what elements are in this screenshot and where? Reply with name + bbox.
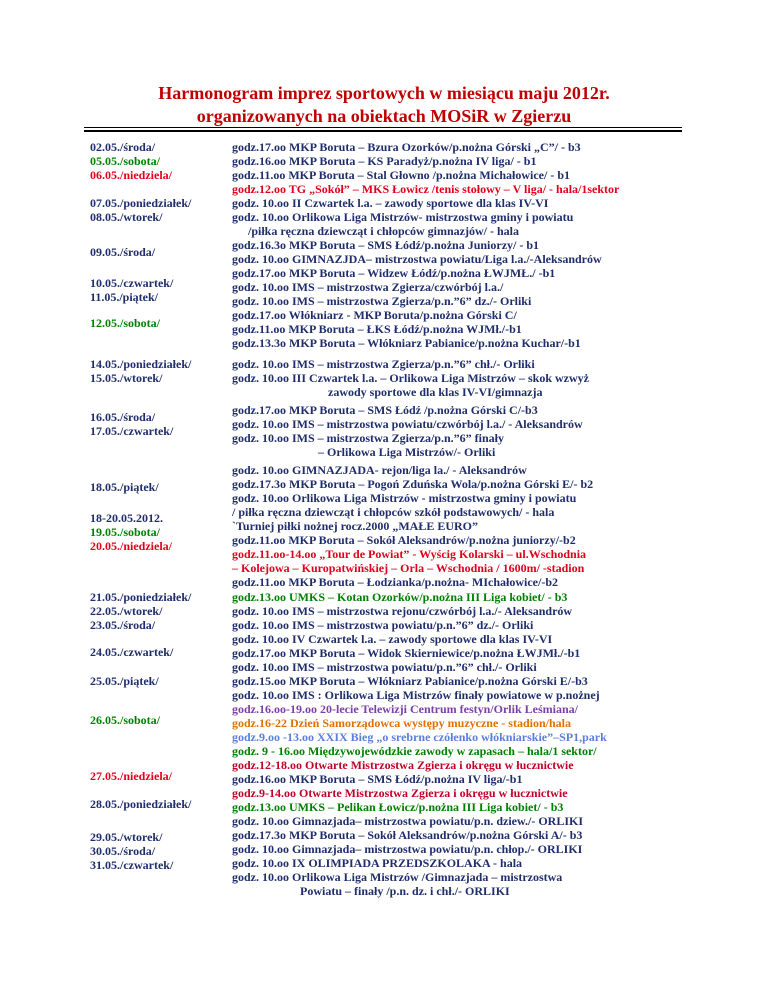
event-line: godz. 10.oo GIMNAZJDA– mistrzostwa powiatu/Liga l.a./-Aleksandrów [232, 252, 602, 266]
event-line: godz. 10.oo IMS : Orlikowa Liga Mistrzów finały powiatowe w p.nożnej [232, 688, 600, 702]
event-line: godz.16.oo-19.oo 20-lecie Telewizji Centrum festyn/Orlik Leśmiana/ [232, 702, 578, 716]
date-label: 24.05./czwartek/ [90, 645, 174, 659]
event-line: godz.17.3o MKP Boruta – Pogoń Zduńska Wola/p.nożna Górski E/- b2 [232, 477, 594, 491]
event-line: godz. 10.oo Gimnazjada– mistrzostwa powiatu/p.n. chłop./- ORLIKI [232, 842, 583, 856]
event-line: godz. 10.oo IMS – mistrzostwa Zgierza/p.n.”6” chł./- Orliki [232, 357, 535, 371]
date-label: 18.05./piątek/ [90, 480, 159, 494]
date-label: 21.05./poniedziałek/ [90, 590, 192, 604]
date-label: 29.05./wtorek/ [90, 830, 163, 844]
event-line: godz.13.oo UMKS – Pelikan Łowicz/p.nożna III Liga kobiet/ - b3 [232, 800, 564, 814]
date-label: 08.05./wtorek/ [90, 210, 163, 224]
event-line: `Turniej piłki nożnej rocz.2000 „MAŁE EURO” [232, 519, 479, 533]
event-line: godz. 10.oo IV Czwartek l.a. – zawody sportowe dla klas IV-VI [232, 632, 553, 646]
event-line: godz.11.oo-14.oo „Tour de Powiat” - Wyścig Kolarski – ul.Wschodnia [232, 547, 587, 561]
event-line: zawody sportowe dla klas IV-VI/gimnazja [328, 385, 543, 399]
date-label: 16.05./środa/ [90, 410, 156, 424]
date-label: 11.05./piątek/ [90, 290, 159, 304]
event-line: godz. 10.oo GIMNAZJADA- rejon/liga la./ - Aleksandrów [232, 463, 527, 477]
date-label: 19.05./sobota/ [90, 525, 161, 539]
event-line: godz. 10.oo Orlikowa Liga Mistrzów /Gimnazjada – mistrzostwa [232, 870, 563, 884]
event-line: godz.16.oo MKP Boruta – SMS Łódź/p.nożna IV liga/-b1 [232, 772, 523, 786]
date-label: 28.05./poniedziałek/ [90, 797, 192, 811]
event-line: godz.16-22 Dzień Samorządowca występy muzyczne - stadion/hala [232, 716, 571, 730]
date-label: 12.05./sobota/ [90, 316, 161, 330]
event-line: godz.12-18.oo Otwarte Mistrzostwa Zgierza i okręgu w łucznictwie [232, 758, 574, 772]
title-rule [84, 127, 682, 128]
date-label: 02.05./środa/ [90, 140, 156, 154]
date-label: 07.05./poniedziałek/ [90, 196, 192, 210]
event-line: godz. 10.oo IX OLIMPIADA PRZEDSZKOLAKA - hala [232, 856, 523, 870]
event-line: Powiatu – finały /p.n. dz. i chł./- ORLIKI [300, 884, 510, 898]
event-line: godz.17.oo MKP Boruta – SMS Łódź /p.nożna Górski C/-b3 [232, 403, 538, 417]
event-line: godz. 10.oo IMS – mistrzostwa Zgierza/p.n.”6” finały [232, 431, 504, 445]
event-line: godz. 9 - 16.oo Międzywojewódzkie zawody w zapasach – hala/1 sektor/ [232, 744, 597, 758]
event-line: godz.13.oo UMKS – Kotan Ozorków/p.nożna III Liga kobiet/ - b3 [232, 590, 568, 604]
date-label: 17.05./czwartek/ [90, 424, 174, 438]
document-title-line1: Harmonogram imprez sportowych w miesiącu maju 2012r. [158, 83, 610, 103]
date-label: 23.05./środa/ [90, 618, 156, 632]
date-label: 20.05./niedziela/ [90, 539, 172, 553]
date-label: 09.05./środa/ [90, 245, 156, 259]
event-line: godz.16.oo MKP Boruta – KS Paradyż/p.nożna IV liga/ - b1 [232, 154, 537, 168]
date-label: 30.05./środa/ [90, 844, 156, 858]
event-line: godz. 10.oo Orlikowa Liga Mistrzów - mistrzostwa gminy i powiatu [232, 491, 577, 505]
date-label: 05.05./sobota/ [90, 154, 161, 168]
event-line: godz.17.oo Włókniarz - MKP Boruta/p.nożna Górski C/ [232, 308, 517, 322]
event-line: godz.11.oo MKP Boruta – Sokół Aleksandrów/p.nożna juniorzy/-b2 [232, 533, 576, 547]
event-line: godz.9.oo -13.oo XXIX Bieg „o srebrne czółenko włókniarskie”–SP1,park [232, 730, 607, 744]
event-line: godz.17.oo MKP Boruta – Bzura Ozorków/p.nożna Górski „C”/ - b3 [232, 140, 581, 154]
date-label: 22.05./wtorek/ [90, 604, 163, 618]
event-line: godz.12.oo TG „Sokół” – MKS Łowicz /tenis stołowy – V liga/ - hala/1sektor [232, 182, 620, 196]
event-line: godz.16.3o MKP Boruta – SMS Łódź/p.nożna Juniorzy/ - b1 [232, 238, 540, 252]
event-line: godz.17.3o MKP Boruta – Sokół Aleksandrów/p.nożna Górski A/- b3 [232, 828, 583, 842]
event-line: godz.11.oo MKP Boruta – Stal Głowno /p.nożna Michałowice/ - b1 [232, 168, 571, 182]
event-line: – Orlikowa Liga Mistrzów/- Orliki [318, 445, 496, 459]
event-line: godz.15.oo MKP Boruta – Włókniarz Pabianice/p.nożna Górski E/-b3 [232, 674, 588, 688]
date-label: 25.05./piątek/ [90, 674, 159, 688]
date-label: 31.05./czwartek/ [90, 858, 174, 872]
date-label: 26.05./sobota/ [90, 713, 161, 727]
event-line: godz. 10.oo IMS – mistrzostwa powiatu/p.n.”6” dz./- Orliki [232, 618, 534, 632]
event-line: godz. 10.oo Gimnazjada– mistrzostwa powiatu/p.n. dziew./- ORLIKI [232, 814, 584, 828]
event-line: godz. 10.oo IMS – mistrzostwa Zgierza/czwórbój l.a./ [232, 280, 504, 294]
date-label: 18-20.05.2012. [90, 511, 163, 525]
date-label: 27.05./niedziela/ [90, 769, 172, 783]
event-line: godz.9-14.oo Otwarte Mistrzostwa Zgierza i okręgu w łucznictwie [232, 786, 568, 800]
date-label: 14.05./poniedziałek/ [90, 357, 192, 371]
event-line: godz. 10.oo IMS – mistrzostwa rejonu/czwórbój l.a./- Aleksandrów [232, 604, 573, 618]
event-line: godz. 10.oo IMS – mistrzostwa Zgierza/p.n.”6” dz./- Orliki [232, 294, 532, 308]
event-line: / piłka ręczna dziewcząt i chłopców szkół podstawowych/ - hala [232, 505, 555, 519]
event-line: – Kolejowa – Kuropatwińskiej – Orla – Wschodnia / 1600m/ -stadion [232, 561, 585, 575]
event-line: godz.11.oo MKP Boruta – ŁKS Łódź/p.nożna WJMł./-b1 [232, 322, 522, 336]
title-rule-thick [84, 130, 682, 132]
event-line: godz. 10.oo II Czwartek l.a. – zawody sportowe dla klas IV-VI [232, 196, 549, 210]
event-line: godz.13.3o MKP Boruta – Włókniarz Pabianice/p.nożna Kuchar/-b1 [232, 336, 581, 350]
document-title-line2: organizowanych na obiektach MOSiR w Zgierzu [196, 106, 572, 126]
event-line: /piłka ręczna dziewcząt i chłopców gimnazjów/ - hala [248, 224, 519, 238]
event-line: godz.11.oo MKP Boruta – Łodzianka/p.nożna- MIchałowice/-b2 [232, 575, 559, 589]
date-label: 15.05./wtorek/ [90, 371, 163, 385]
date-label: 06.05./niedziela/ [90, 168, 172, 182]
event-line: godz. 10.oo III Czwartek l.a. – Orlikowa Liga Mistrzów – skok wzwyż [232, 371, 589, 385]
event-line: godz.17.oo MKP Boruta – Widzew Łódź/p.nożna ŁWJMŁ./ -b1 [232, 266, 556, 280]
event-line: godz.17.oo MKP Boruta – Widok Skierniewice/p.nożna ŁWJMł./-b1 [232, 646, 581, 660]
event-line: godz. 10.oo IMS – mistrzostwa powiatu/czwórbój l.a./ - Aleksandrów [232, 417, 583, 431]
date-label: 10.05./czwartek/ [90, 276, 174, 290]
event-line: godz. 10.oo IMS – mistrzostwa powiatu/p.n.”6” chł./- Orliki [232, 660, 537, 674]
event-line: godz. 10.oo Orlikowa Liga Mistrzów- mistrzostwa gminy i powiatu [232, 210, 574, 224]
